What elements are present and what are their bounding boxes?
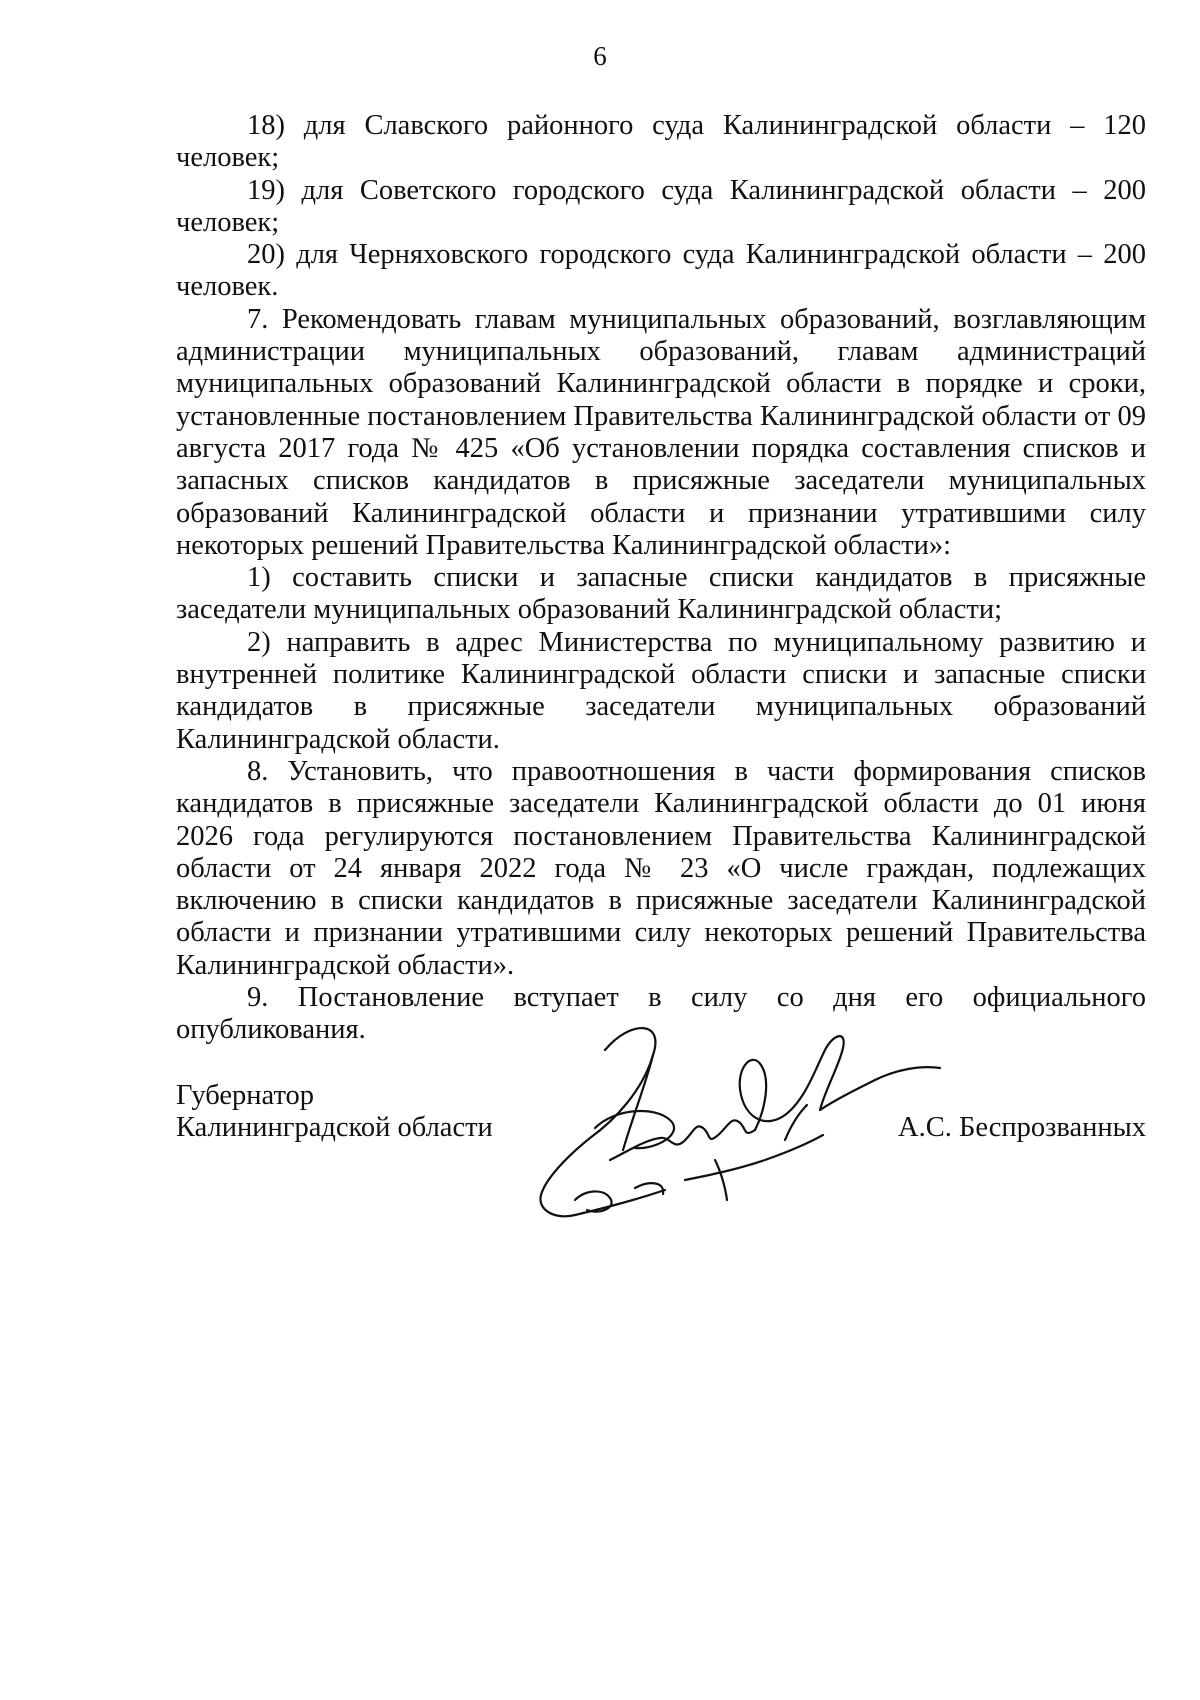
signatory-title-line-1: Губернатор	[176, 1080, 315, 1111]
paragraph-item-20: 20) для Черняховского городского суда Калининградской области – 200 человек.	[176, 239, 1146, 303]
paragraph-subclause-1: 1) составить списки и запасные списки кандидатов в присяжные заседатели муниципальных образований Калининградской области;	[176, 562, 1146, 626]
paragraph-item-19: 19) для Советского городского суда Калининградской области – 200 человек;	[176, 174, 1146, 238]
signatory-name: А.С. Беспрозванных	[898, 1112, 1146, 1143]
paragraph-item-18: 18) для Славского районного суда Калининградской области – 120 человек;	[176, 110, 1146, 174]
page-number: 6	[593, 41, 607, 71]
document-body	[176, 110, 1146, 1047]
signature-block	[176, 1080, 1146, 1240]
paragraph-clause-9: 9. Постановление вступает в силу со дня его официального опубликования.	[176, 982, 1146, 1046]
paragraph-clause-8: 8. Установить, что правоотношения в части формирования списков кандидатов в присяжные заседатели Калининградской области до 01 июня 2026 года регулируются постановлением Правительства Калининградской области от 24 января 2022 года № 23 «О числе граждан, подлежащих включению в списки кандидатов в присяжные заседатели Калининградской области и признании утратившими силу некоторых решений Правительства Калининградской области».	[176, 755, 1146, 981]
paragraph-subclause-2: 2) направить в адрес Министерства по муниципальному развитию и внутренней политике Калининградской области списки и запасные списки кандидатов в присяжные заседатели муниципальных образований Калининградской области.	[176, 626, 1146, 755]
signatory-title-line-2: Калининградской области	[176, 1112, 493, 1143]
paragraph-clause-7: 7. Рекомендовать главам муниципальных образований, возглавляющим администрации муниципальных образований, главам администраций муниципальных образований Калининградской области в порядке и сроки, установленные постановлением Правительства Калининградской области от 09 августа 2017 года № 425 «Об установлении порядка составления списков и запасных списков кандидатов в присяжные заседатели муниципальных образований Калининградской области и признании утратившими силу некоторых решений Правительства Калининградской области»:	[176, 303, 1146, 561]
